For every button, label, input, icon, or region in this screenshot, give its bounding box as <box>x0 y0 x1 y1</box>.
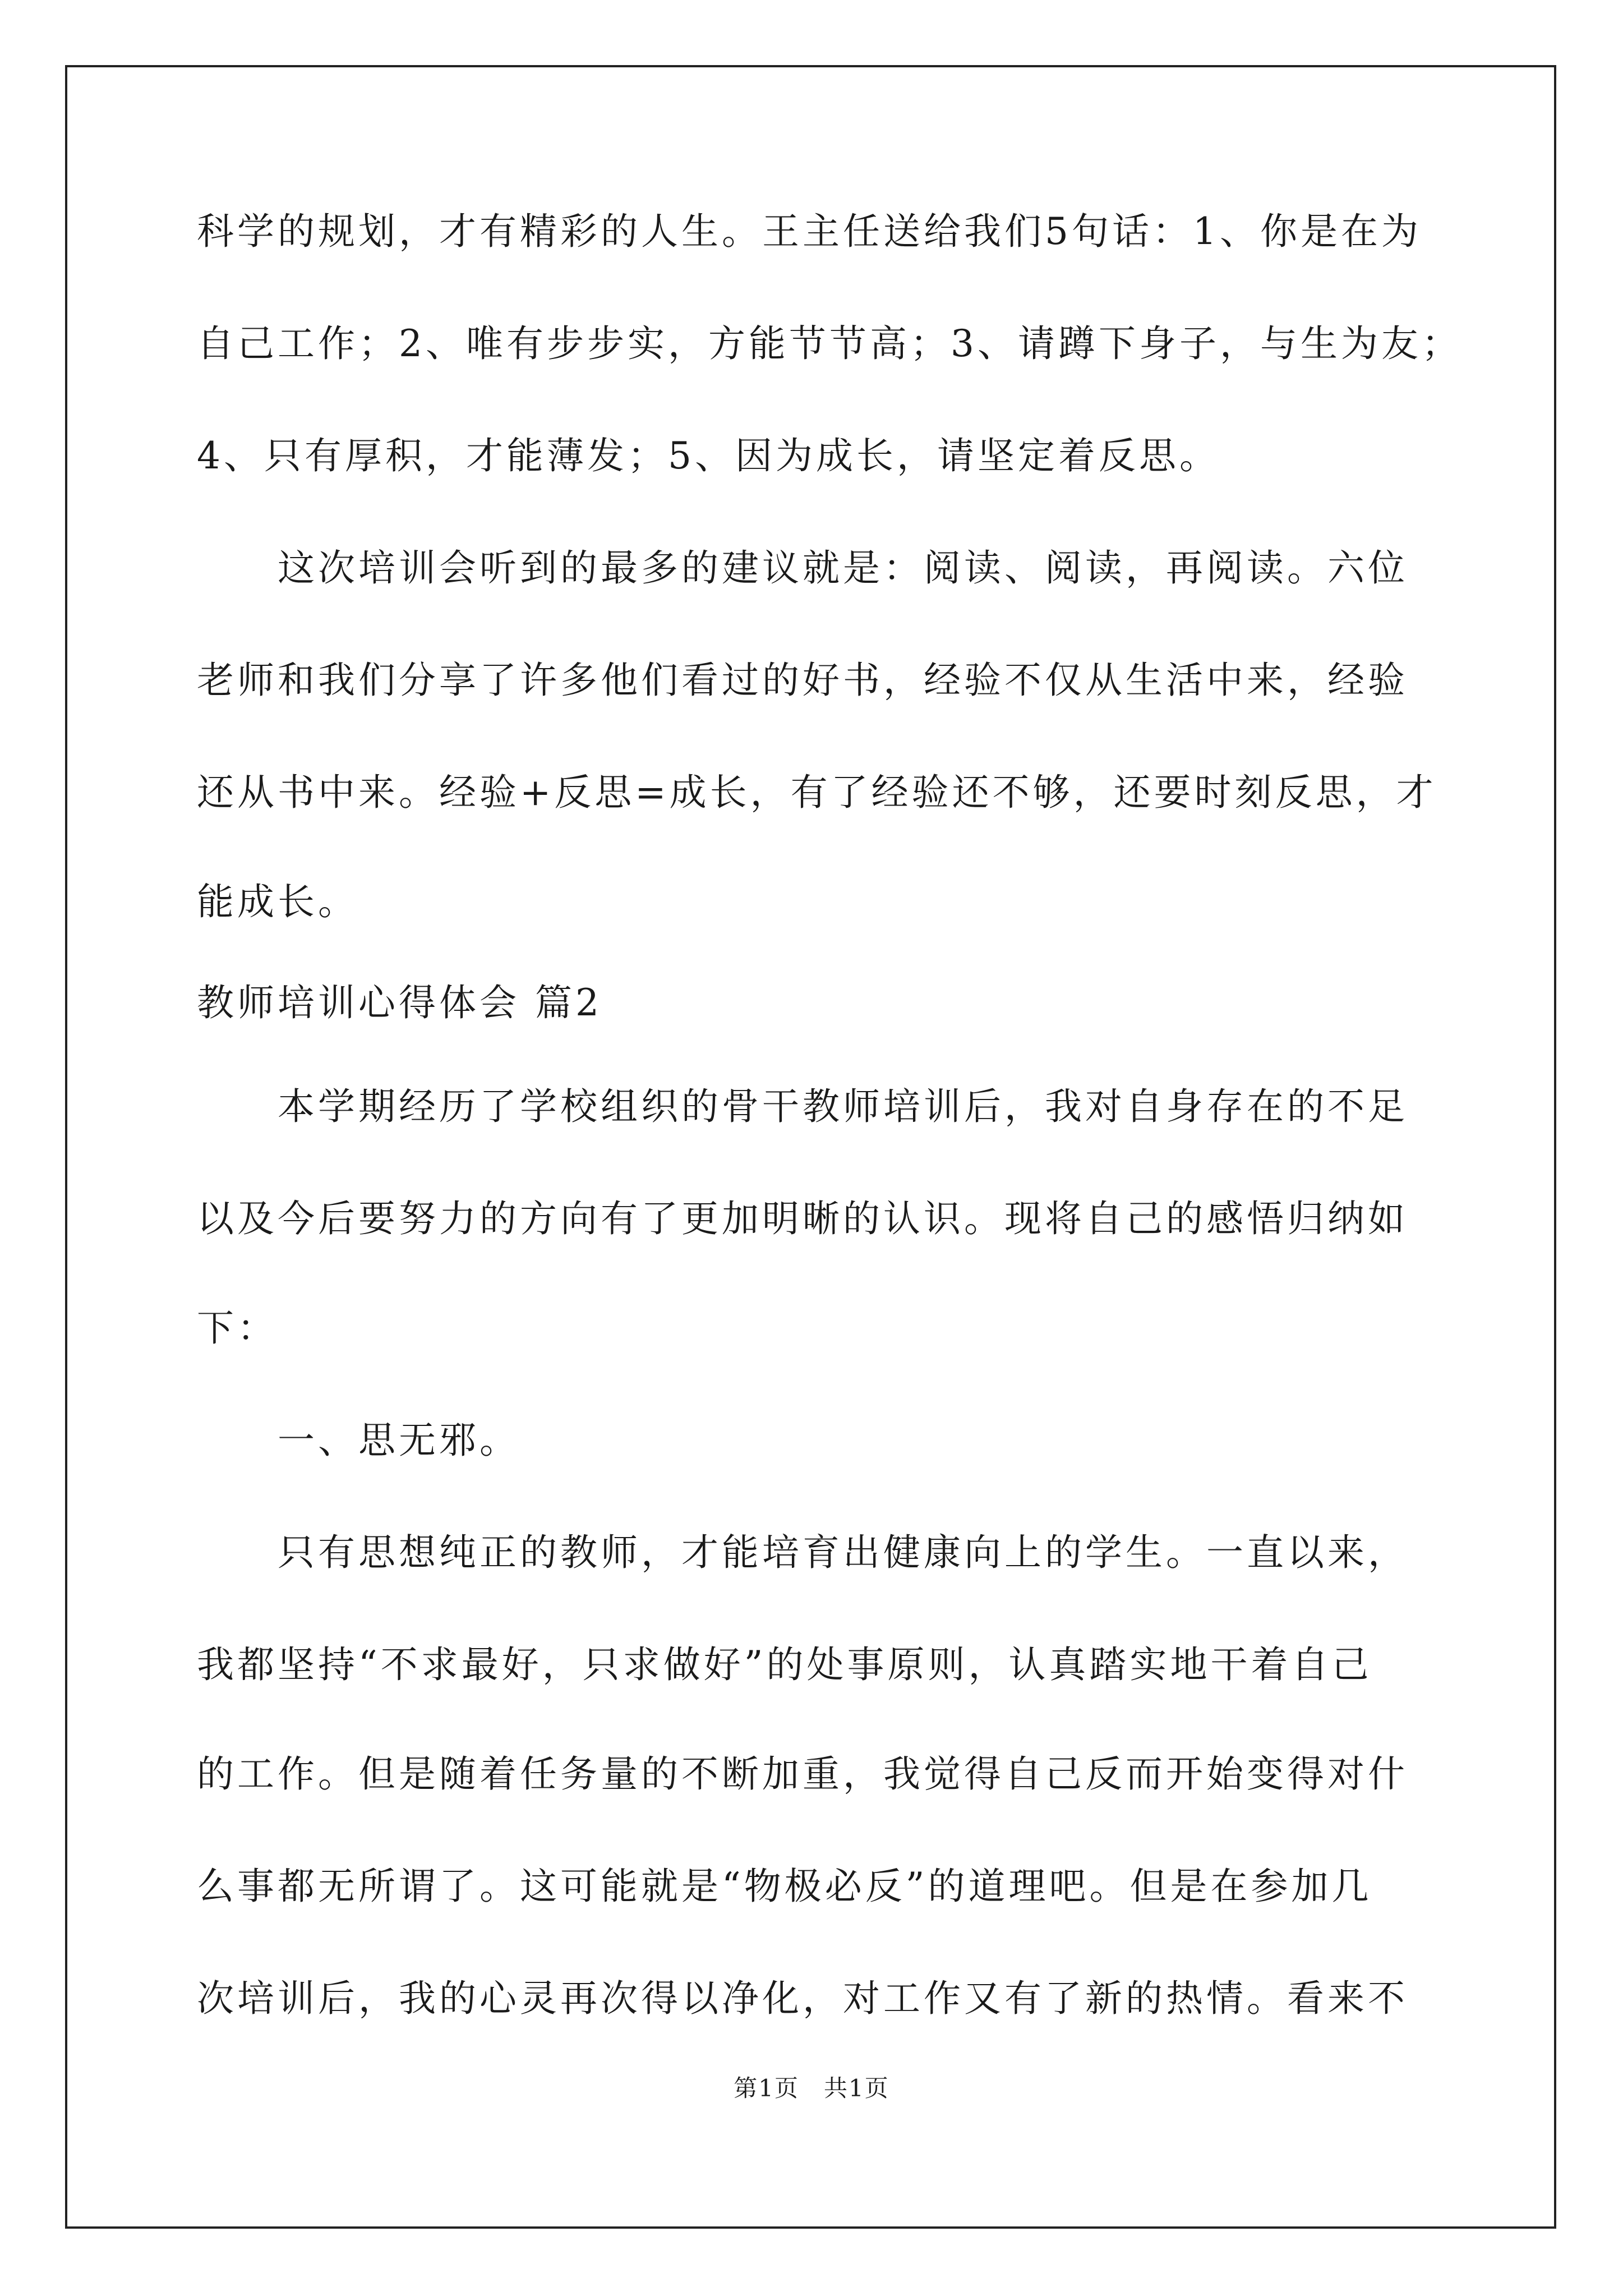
text-line: 下： <box>197 1306 278 1350</box>
text-line: 能成长。 <box>197 880 358 923</box>
page-number: 第1页 共1页 <box>734 2074 889 2102</box>
text-line: 我都坚持“不求最好，只求做好”的处事原则，认真踏实地干着自己 <box>197 1643 1372 1686</box>
text-line: 科学的规划，才有精彩的人生。王主任送给我们5句话：1、你是在为 <box>197 210 1422 253</box>
text-line: 以及今后要努力的方向有了更加明晰的认识。现将自己的感悟归纳如 <box>197 1197 1408 1240</box>
text-line: 的工作。但是随着任务量的不断加重，我觉得自己反而开始变得对什 <box>197 1752 1408 1796</box>
text-line: 老师和我们分享了许多他们看过的好书，经验不仅从生活中来，经验 <box>197 659 1408 702</box>
text-line: 还从书中来。经验+反思=成长，有了经验还不够，还要时刻反思，才 <box>197 771 1437 814</box>
section-heading: 教师培训心得体会 篇2 <box>197 981 602 1024</box>
text-line: 次培训后，我的心灵再次得以净化，对工作又有了新的热情。看来不 <box>197 1977 1408 2020</box>
subheading: 一、思无邪。 <box>197 1419 520 1462</box>
text-line: 只有思想纯正的教师，才能培育出健康向上的学生。一直以来， <box>197 1531 1408 1574</box>
text-line: 么事都无所谓了。这可能就是“物极必反”的道理吧。但是在参加几 <box>197 1865 1372 1908</box>
text-line: 4、只有厚积，才能薄发；5、因为成长，请坚定着反思。 <box>197 434 1220 477</box>
text-line: 这次培训会听到的最多的建议就是：阅读、阅读，再阅读。六位 <box>197 546 1408 590</box>
text-line: 本学期经历了学校组织的骨干教师培训后，我对自身存在的不足 <box>197 1085 1408 1128</box>
text-line: 自己工作；2、唯有步步实，方能节节高；3、请蹲下身子，与生为友； <box>197 322 1462 365</box>
